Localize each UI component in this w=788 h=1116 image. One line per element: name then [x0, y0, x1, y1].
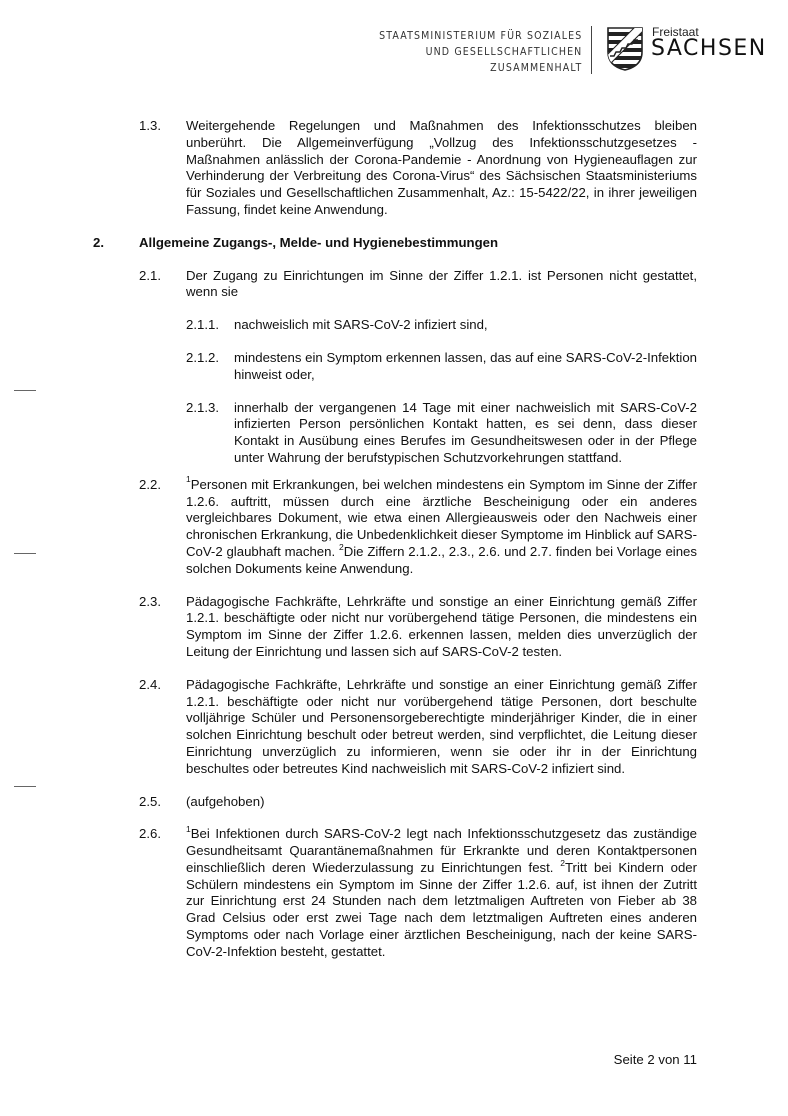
section-2-1-2 — [0, 350, 788, 384]
section-2-5 — [0, 794, 788, 811]
ministry-line-2: UND GESELLSCHAFTLICHEN — [425, 45, 582, 58]
sentence-1: Bei Infektionen durch SARS-CoV-2 legt nach Infektionsschutzgesetz das zuständige Gesundheitsamt Quarantänemaßnahmen für Erkrankte und deren Kontaktpersonen einschließlich deren Wiederzulassung zu Einrichtungen fest. — [186, 826, 697, 875]
sentence-number: 1 — [186, 474, 191, 485]
ministry-line-1: STAATSMINISTERIUM FÜR SOZIALES — [378, 29, 582, 42]
section-text: (aufgehoben) — [186, 793, 265, 809]
section-2-4 — [0, 677, 788, 778]
section-text: Pädagogische Fachkräfte, Lehrkräfte und sonstige an einer Einrichtung gemäß Ziffer 1.2.1. beschäftigte oder nicht nur vorübergehend tätige Personen, die mindestens ein Symptom im Sinne der Ziffer 1.2.6. erkennen lassen, melden dies unverzüglich der Leitung der Einrichtung und lassen sich auf SARS-CoV-2 testen. — [186, 593, 697, 659]
section-text: Der Zugang zu Einrichtungen im Sinne der Ziffer 1.2.1. ist Personen nicht gestattet, wenn sie — [186, 267, 697, 300]
ministry-name — [379, 28, 582, 76]
saxony-crest-icon — [606, 26, 644, 72]
sentence-number: 1 — [186, 823, 191, 834]
section-2-heading — [0, 235, 788, 252]
section-number: 2.2. — [139, 476, 161, 492]
section-text: mindestens ein Symptom erkennen lassen, das auf eine SARS-CoV-2-Infektion hinweist oder, — [234, 349, 697, 382]
section-number: 2. — [93, 234, 104, 250]
section-number: 2.1.2. — [186, 349, 219, 365]
sentence-number: 2 — [338, 541, 344, 552]
section-number: 1.3. — [139, 118, 161, 133]
section-text: Pädagogische Fachkräfte, Lehrkräfte und sonstige an einer Einrichtung gemäß Ziffer 1.2.1. beschäftigte oder nicht nur vorübergehend tätige Personen, dort beschulte volljährige Schüler und Personensorgeberechtigte minderjähriger Kinder, die in einer solchen Einrichtung beschult oder betreut werden, sind verpflichtet, die Leitung dieser Einrichtung unverzüglich zu informieren, wenn sie oder ihr in der Einrichtung beschultes oder betreutes Kind nachweislich mit SARS-CoV-2 infiziert sind. — [186, 676, 697, 776]
section-number: 2.4. — [139, 676, 161, 692]
page-number: Seite 2 von 11 — [613, 1052, 697, 1067]
ministry-line-3: ZUSAMMENHALT — [489, 61, 582, 74]
section-2-1-1 — [0, 317, 788, 334]
section-2-1 — [0, 268, 788, 302]
freistaat-label: Freistaat — [652, 25, 699, 39]
section-title: Allgemeine Zugangs-, Melde- und Hygienebestimmungen — [139, 234, 499, 250]
section-text: Weitergehende Regelungen und Maßnahmen des Infektionsschutzes bleiben unberührt. Die Allgemeinverfügung „Vollzug des Infektionsschutzgesetzes - Maßnahmen anlässlich der Corona-Pandemie - Anordnung von Hygieneauflagen zur Verhinderung der Verbreitung des Corona-Virus“ des Sächsischen Staatsministeriums für Soziales und Gesellschaftlichen Zusammenhalt, Az.: 15-5422/22, in ihrer jeweiligen Fassung, findet keine Anwendung. — [186, 118, 697, 217]
sentence-number: 2 — [560, 857, 565, 868]
sentence-2: Tritt bei Kindern oder Schülern mindestens ein Symptom im Sinne der Ziffer 1.2.6. auf, ist ihnen der Zutritt zur Einrichtung erst 24 Stunden nach dem letztmaligen Auftreten von Fieber ab 38 Grad Celsius oder erst zwei Tage nach dem letztmaligen Auftreten eines anderen Symptoms oder nach Vorlage einer ärztlichen Bescheinigung, nach der keine SARS-CoV-2-Infektion besteht, gestattet. — [186, 859, 698, 959]
section-text: innerhalb der vergangenen 14 Tage mit einer nachweislich mit SARS-CoV-2 infizierten Person persönlichen Kontakt hatten, es sei denn, dass dieser Kontakt in Ausübung eines Berufes im Gesundheitswesen oder in der Pflege unter Wahrung der berufstypischen Schutzvorkehrungen stattfand. — [234, 399, 697, 465]
section-2-1-3 — [0, 400, 788, 467]
sachsen-label: SACHSEN — [651, 36, 767, 61]
section-2-6 — [0, 823, 788, 960]
section-number: 2.5. — [139, 793, 161, 809]
sentence-1: Personen mit Erkrankungen, bei welchen mindestens ein Symptom im Sinne der Ziffer 1.2.6. auftritt, müssen durch eine ärztliche Bescheinigung oder ein anderes vergleichbares Dokument, wie etwa einen Allergieausweis oder den Nachweis einer chronischen Erkrankung, die Unbedenklichkeit dieser Symptome im Hinblick auf SARS-CoV-2 glaubhaft machen. — [186, 476, 697, 559]
section-number: 2.6. — [139, 826, 161, 842]
sentence-2: Die Ziffern 2.1.2., 2.3., 2.6. und 2.7. finden bei Vorlage eines solchen Dokuments keine Anwendung. — [186, 543, 697, 576]
section-2-2 — [0, 474, 788, 578]
section-2-3 — [0, 594, 788, 661]
section-1-3 — [0, 118, 788, 219]
section-text: nachweislich mit SARS-CoV-2 infiziert sind, — [234, 317, 488, 333]
section-number: 2.1. — [139, 267, 161, 283]
section-number: 2.1.1. — [186, 317, 219, 333]
section-text — [186, 474, 697, 578]
letterhead — [0, 24, 788, 80]
section-number: 2.1.3. — [186, 399, 219, 415]
document-body — [0, 118, 788, 961]
section-number: 2.3. — [139, 593, 161, 609]
header-divider — [591, 26, 592, 74]
section-text — [186, 823, 698, 960]
